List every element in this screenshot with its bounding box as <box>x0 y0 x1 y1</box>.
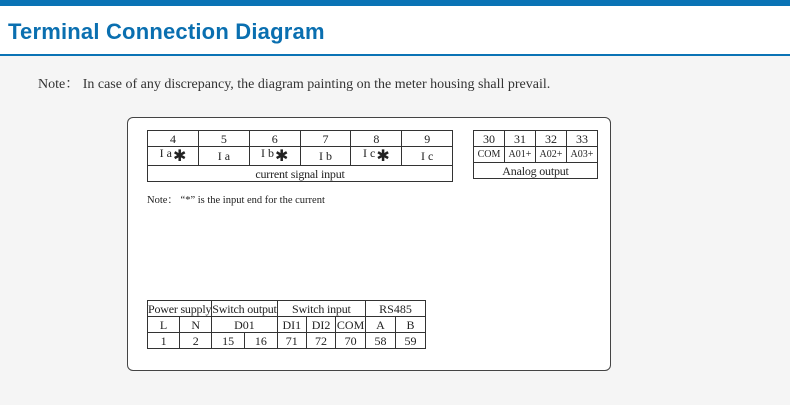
signal-label: I c <box>421 149 434 163</box>
signal-cell: COM <box>336 317 365 332</box>
signal-cell: DI1 <box>277 317 306 333</box>
terminal-number: 59 <box>396 333 426 349</box>
signal-cell <box>249 147 300 166</box>
page-title: Terminal Connection Diagram <box>8 19 325 44</box>
terminal-number: 58 <box>366 333 396 349</box>
terminal-number: 31 <box>504 131 535 147</box>
terminal-number: 33 <box>566 131 597 147</box>
signal-cell: A02+ <box>535 147 566 163</box>
signal-cell: D01 <box>212 317 277 333</box>
analog-caption-row <box>474 163 598 179</box>
signal-label: I c <box>363 146 376 160</box>
star-icon: ✱ <box>173 148 187 165</box>
terminal-number: 30 <box>474 131 505 147</box>
terminal-number: 2 <box>180 333 212 349</box>
signal-label: I b <box>319 149 333 163</box>
group-rs485: RS485 <box>366 301 426 317</box>
terminal-number: 4 <box>148 131 199 147</box>
signal-cell <box>148 147 199 166</box>
star-icon: ✱ <box>274 148 289 165</box>
group-power-supply: Power supply <box>148 301 212 316</box>
signal-label: I a <box>217 149 231 163</box>
signal-cell: A <box>366 317 396 333</box>
signal-cell: COM <box>474 147 505 163</box>
current-input-caption: current signal input <box>148 166 453 182</box>
star-icon: ✱ <box>376 148 390 165</box>
io-signal-row <box>148 317 426 333</box>
signal-cell: A03+ <box>566 147 597 163</box>
signal-cell: N <box>180 317 212 333</box>
group-switch-output: Switch output <box>212 301 277 316</box>
current-input-table <box>147 130 453 182</box>
terminal-number: 5 <box>199 131 250 147</box>
terminal-number: 8 <box>351 131 402 147</box>
signal-label: I b <box>260 146 274 160</box>
group-switch-input: Switch input <box>277 301 365 317</box>
signal-label: I a <box>159 146 172 160</box>
group-row <box>148 301 426 317</box>
io-terminal-table <box>147 300 426 349</box>
terminal-number: 72 <box>306 333 335 349</box>
signal-cell <box>402 147 453 166</box>
terminal-number: 15 <box>212 333 245 349</box>
terminal-number: 16 <box>244 333 277 349</box>
top-accent-bar <box>0 0 790 6</box>
terminal-number: 1 <box>148 333 180 349</box>
terminal-number: 9 <box>402 131 453 147</box>
terminal-number: 32 <box>535 131 566 147</box>
analog-output-table <box>473 130 598 179</box>
signal-cell <box>199 147 250 166</box>
signal-cell: B <box>396 317 426 333</box>
discrepancy-note: Note： In case of any discrepancy, the diagram painting on the meter housing shall prevail. <box>38 77 551 92</box>
current-signal-row <box>148 147 453 166</box>
analog-output-caption: Analog output <box>474 163 598 179</box>
terminal-number: 6 <box>249 131 300 147</box>
analog-signal-row <box>474 147 598 163</box>
io-terminal-row <box>148 333 426 349</box>
terminal-number: 7 <box>300 131 351 147</box>
current-caption-row <box>148 166 453 182</box>
terminal-number: 71 <box>277 333 306 349</box>
current-terminal-row <box>148 131 453 147</box>
signal-cell: A01+ <box>504 147 535 163</box>
signal-cell <box>300 147 351 166</box>
terminal-number: 70 <box>336 333 366 349</box>
signal-cell: L <box>148 317 180 333</box>
analog-terminal-row <box>474 131 598 147</box>
signal-cell <box>351 147 402 166</box>
signal-cell: DI2 <box>306 317 335 333</box>
star-note: Note： “*” is the input end for the current <box>147 195 325 206</box>
